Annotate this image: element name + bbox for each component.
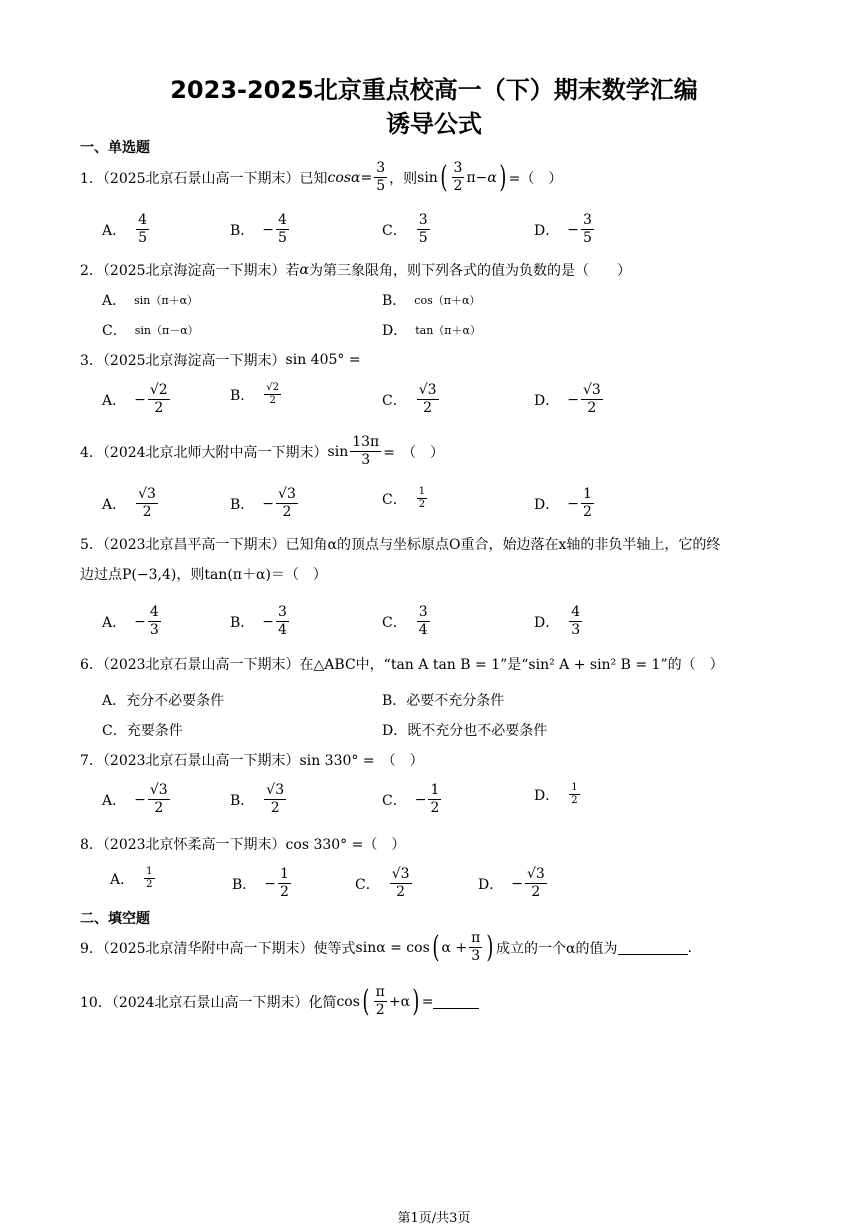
q4-option-d: D． − $\frac{1}{2}$: [534, 486, 592, 520]
q1-sin: sin: [417, 169, 438, 186]
q3-option-b: B． √2 2: [230, 382, 280, 406]
q6-option-c: C．充要条件: [102, 723, 183, 739]
q6-option-a: A．充分不必要条件: [102, 693, 225, 709]
question-8: 8．（2023北京怀柔高一下期末） cos 330° =（ ）: [80, 837, 406, 853]
q8-option-a: A． 1 2: [110, 866, 153, 890]
q7-option-a: A． − $\frac{√3}{2}$: [102, 782, 168, 816]
question-3: 3．（2025北京海淀高一下期末） sin 405° =: [80, 352, 361, 369]
q8-option-d: D． − $\frac{√3}{2}$: [478, 866, 545, 900]
q1-option-c: C． 3 5: [382, 212, 428, 246]
q1-alpha: α: [351, 169, 361, 186]
question-5: [80, 530, 800, 590]
q1-eq: =: [360, 169, 373, 186]
question-2: 2．（2025北京海淀高一下期末）若 α 为第三象限角，则下列各式的值为负数的是（ ）: [80, 262, 632, 279]
q6-option-b: B．必要不充分条件: [382, 693, 505, 709]
q2-option-b: B． cos（π＋α）: [382, 293, 481, 309]
question-10: 10．（2024北京石景山高一下期末）化简 cos ( π 2 +α ) =: [80, 984, 479, 1019]
q4-option-a: A． √3 2: [102, 486, 156, 520]
q5-line2: 边过点P(−3,4)，则tan(π＋α)＝（ ）: [80, 567, 327, 583]
q4-option-b: B． − $\frac{√3}{2}$: [230, 486, 296, 520]
q1-minus: −: [475, 169, 488, 186]
q5-line1: 5．（2023北京昌平高一下期末）已知角α的顶点与坐标原点O重合，始边落在x轴的非负半轴上，它的终: [80, 537, 721, 553]
q7-option-c: C． − $\frac{1}{2}$: [382, 782, 440, 816]
question-9: 9．（2025北京清华附中高一下期末）使等式 sinα = cos ( α + $\frac{\pi}{3}$ ) 成立的一个α的值为 .: [80, 929, 692, 965]
q3-option-c: C． √3 2: [382, 382, 437, 416]
q6-option-d: D．既不充分也不必要条件: [382, 723, 548, 739]
q9-answer-blank[interactable]: [618, 940, 688, 955]
q5-option-a: A． − $\frac{4}{3}$: [102, 604, 159, 638]
q2-option-c: C． sin（π－α）: [102, 323, 199, 339]
q4-option-c: C． 1 2: [382, 486, 426, 510]
q3-option-a: A． − $\frac{√2}{2}$: [102, 382, 168, 416]
q1-fraction-2: 3 2: [453, 160, 463, 194]
document-subtitle: 诱导公式: [386, 110, 482, 138]
question-1: 1．（2025北京石景山高一下期末）已知 cos α = $\frac{3}{5}$ ，则 sin ( 3 2 π − α ) =（ ）: [80, 159, 563, 195]
q5-option-b: B． − $\frac{3}{4}$: [230, 604, 287, 638]
question-7: 7．（2023北京石景山高一下期末） sin 330° = （ ）: [80, 753, 424, 769]
q1-pi: π: [466, 169, 476, 186]
q2-option-a: A． sin（π＋α）: [102, 293, 199, 309]
q10-answer-blank[interactable]: [433, 994, 479, 1009]
q1-fraction: $\frac{3}{5}$: [376, 160, 386, 194]
q8-option-c: C． √3 2: [355, 866, 410, 900]
question-6: 6．（2023北京石景山高一下期末）在△ABC中，“tan A tan B = 1”是“sin² A + sin² B = 1”的（ ）: [80, 657, 724, 673]
q1-alpha-2: α: [487, 169, 497, 186]
q1-mid: ，则: [389, 170, 418, 187]
q1-stem: 1．（2025北京石景山高一下期末）已知: [80, 170, 328, 187]
q7-option-d: D． 1 2: [534, 782, 578, 806]
q3-option-d: D． − $\frac{√3}{2}$: [534, 382, 601, 416]
q1-option-a: A． 4 5: [102, 212, 148, 246]
page-footer: 第1页/共3页: [397, 1211, 471, 1226]
section-fill-in: 二、填空题: [80, 911, 150, 927]
question-4: 4．（2024北京北师大附中高一下期末） sin $\frac{13\pi}{3}$ = （ ）: [80, 434, 444, 468]
q1-option-b: B． − $\frac{4}{5}$: [230, 212, 287, 246]
q2-option-d: D． tan（π＋α）: [382, 323, 481, 339]
document-title: 2023-2025北京重点校高一（下）期末数学汇编: [170, 76, 698, 104]
q1-cos: cos: [327, 169, 352, 186]
section-single-choice: 一、单选题: [80, 140, 150, 156]
q5-option-c: C． 3 4: [382, 604, 428, 638]
q1-end: =（ ）: [508, 170, 563, 187]
q1-option-d: D． − $\frac{3}{5}$: [534, 212, 592, 246]
q7-option-b: B． √3 2: [230, 782, 285, 816]
q8-option-b: B． − $\frac{1}{2}$: [232, 866, 289, 900]
q5-option-d: D． 4 3: [534, 604, 581, 638]
